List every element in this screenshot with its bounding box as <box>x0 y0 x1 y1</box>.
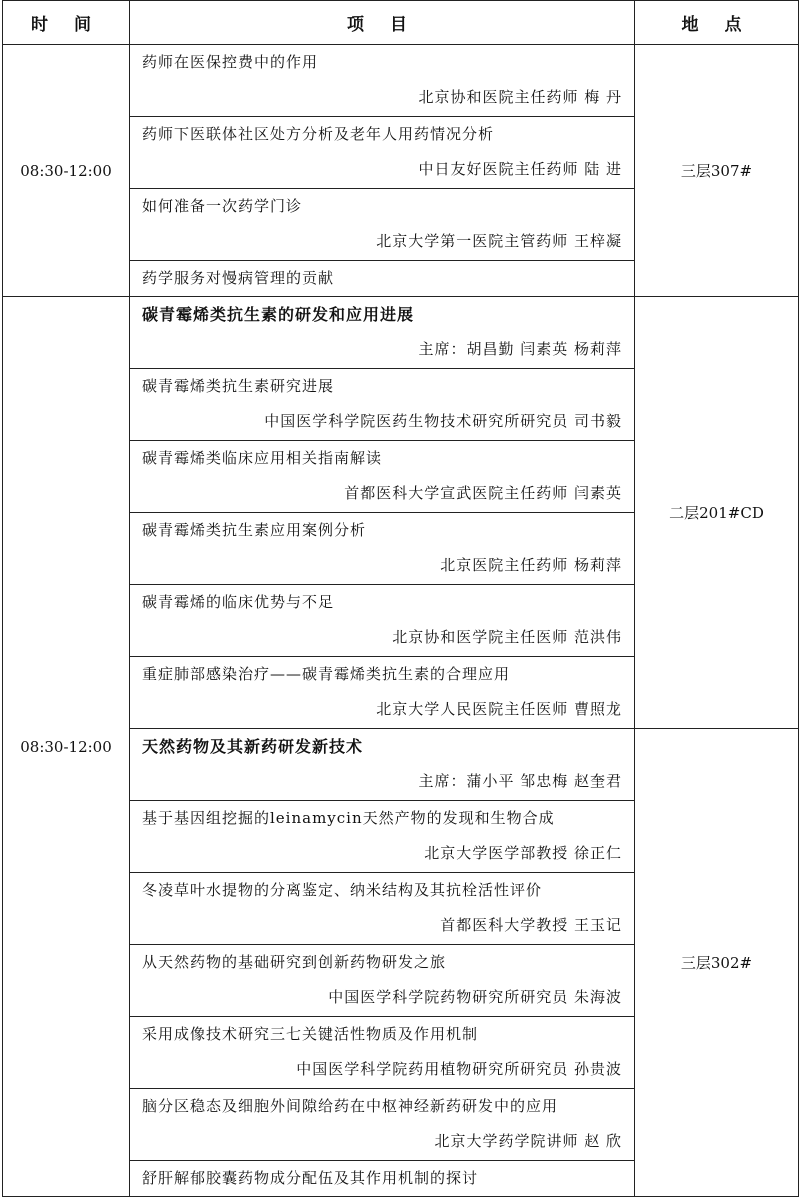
block-1-items <box>130 45 635 297</box>
talk-title: 脑分区稳态及细胞外间隙给药在中枢神经新药研发中的应用 <box>142 1097 559 1115</box>
block-1-location: 三层307# <box>635 45 799 297</box>
agenda-entry <box>130 1161 634 1196</box>
talk-speaker: 中日友好医院主任药师 陆 进 <box>418 160 622 178</box>
session-chairs: 主席：蒲小平 邹忠梅 赵奎君 <box>418 772 622 790</box>
agenda-entry <box>130 945 634 1017</box>
header-item: 项 目 <box>130 1 635 45</box>
block-1-row <box>3 45 799 297</box>
talk-title: 药师在医保控费中的作用 <box>142 53 319 71</box>
talk-speaker: 北京协和医院主任药师 梅 丹 <box>418 88 622 106</box>
talk-speaker: 中国医学科学院药物研究所研究员 朱海波 <box>328 988 622 1006</box>
talk-title: 采用成像技术研究三七关键活性物质及作用机制 <box>142 1025 479 1043</box>
talk-title: 舒肝解郁胶囊药物成分配伍及其作用机制的探讨 <box>142 1169 479 1187</box>
agenda-entry <box>130 1089 634 1161</box>
block-2-3-time: 08:30-12:00 <box>3 297 130 1197</box>
agenda-entry <box>130 585 634 657</box>
agenda-entry <box>130 1017 634 1089</box>
talk-speaker: 中国医学科学院医药生物技术研究所研究员 司书毅 <box>264 412 622 430</box>
agenda-entry <box>130 441 634 513</box>
talk-speaker: 首都医科大学教授 王玉记 <box>440 916 622 934</box>
talk-speaker: 北京大学医学部教授 徐正仁 <box>424 844 622 862</box>
talk-speaker: 北京协和医学院主任医师 范洪伟 <box>392 628 622 646</box>
talk-speaker: 北京大学人民医院主任医师 曹照龙 <box>376 700 622 718</box>
talk-speaker: 北京大学第一医院主管药师 王梓凝 <box>376 232 622 250</box>
talk-title: 药师下医联体社区处方分析及老年人用药情况分析 <box>142 125 495 143</box>
talk-title: 药学服务对慢病管理的贡献 <box>142 269 335 287</box>
talk-title: 如何准备一次药学门诊 <box>142 197 303 215</box>
agenda-entry <box>130 297 634 369</box>
header-time: 时 间 <box>3 1 130 45</box>
agenda-entry <box>130 801 634 873</box>
talk-title: 碳青霉烯类抗生素研究进展 <box>142 377 335 395</box>
agenda-entry <box>130 45 634 117</box>
talk-title: 碳青霉烯类抗生素应用案例分析 <box>142 521 367 539</box>
block-2-row <box>3 297 799 729</box>
header-row <box>3 1 799 45</box>
agenda-entry <box>130 657 634 728</box>
talk-title: 基于基因组挖掘的leinamycin天然产物的发现和生物合成 <box>142 809 555 827</box>
header-location: 地 点 <box>635 1 799 45</box>
agenda-entry <box>130 261 634 296</box>
agenda-entry <box>130 369 634 441</box>
block-1-time: 08:30-12:00 <box>3 45 130 297</box>
block-2-items <box>130 297 635 729</box>
block-2-location: 二层201#CD <box>635 297 799 729</box>
session-chairs: 主席：胡昌勤 闫素英 杨莉萍 <box>418 340 622 358</box>
agenda-entry <box>130 513 634 585</box>
talk-title: 碳青霉烯的临床优势与不足 <box>142 593 335 611</box>
block-3-location: 三层302# <box>635 729 799 1197</box>
talk-speaker: 中国医学科学院药用植物研究所研究员 孙贵波 <box>296 1060 622 1078</box>
agenda-entry <box>130 729 634 801</box>
agenda-entry <box>130 873 634 945</box>
talk-speaker: 北京医院主任药师 杨莉萍 <box>440 556 622 574</box>
talk-title: 重症肺部感染治疗——碳青霉烯类抗生素的合理应用 <box>142 665 511 683</box>
agenda-entry <box>130 189 634 261</box>
talk-speaker: 首都医科大学宣武医院主任药师 闫素英 <box>344 484 622 502</box>
schedule-table <box>2 0 799 1197</box>
talk-speaker: 北京大学药学院讲师 赵 欣 <box>434 1132 622 1150</box>
block-3-items <box>130 729 635 1197</box>
session-title: 天然药物及其新药研发新技术 <box>142 737 364 756</box>
talk-title: 从天然药物的基础研究到创新药物研发之旅 <box>142 953 447 971</box>
session-title: 碳青霉烯类抗生素的研发和应用进展 <box>142 305 415 324</box>
agenda-entry <box>130 117 634 189</box>
talk-title: 冬凌草叶水提物的分离鉴定、纳米结构及其抗栓活性评价 <box>142 881 543 899</box>
talk-title: 碳青霉烯类临床应用相关指南解读 <box>142 449 383 467</box>
